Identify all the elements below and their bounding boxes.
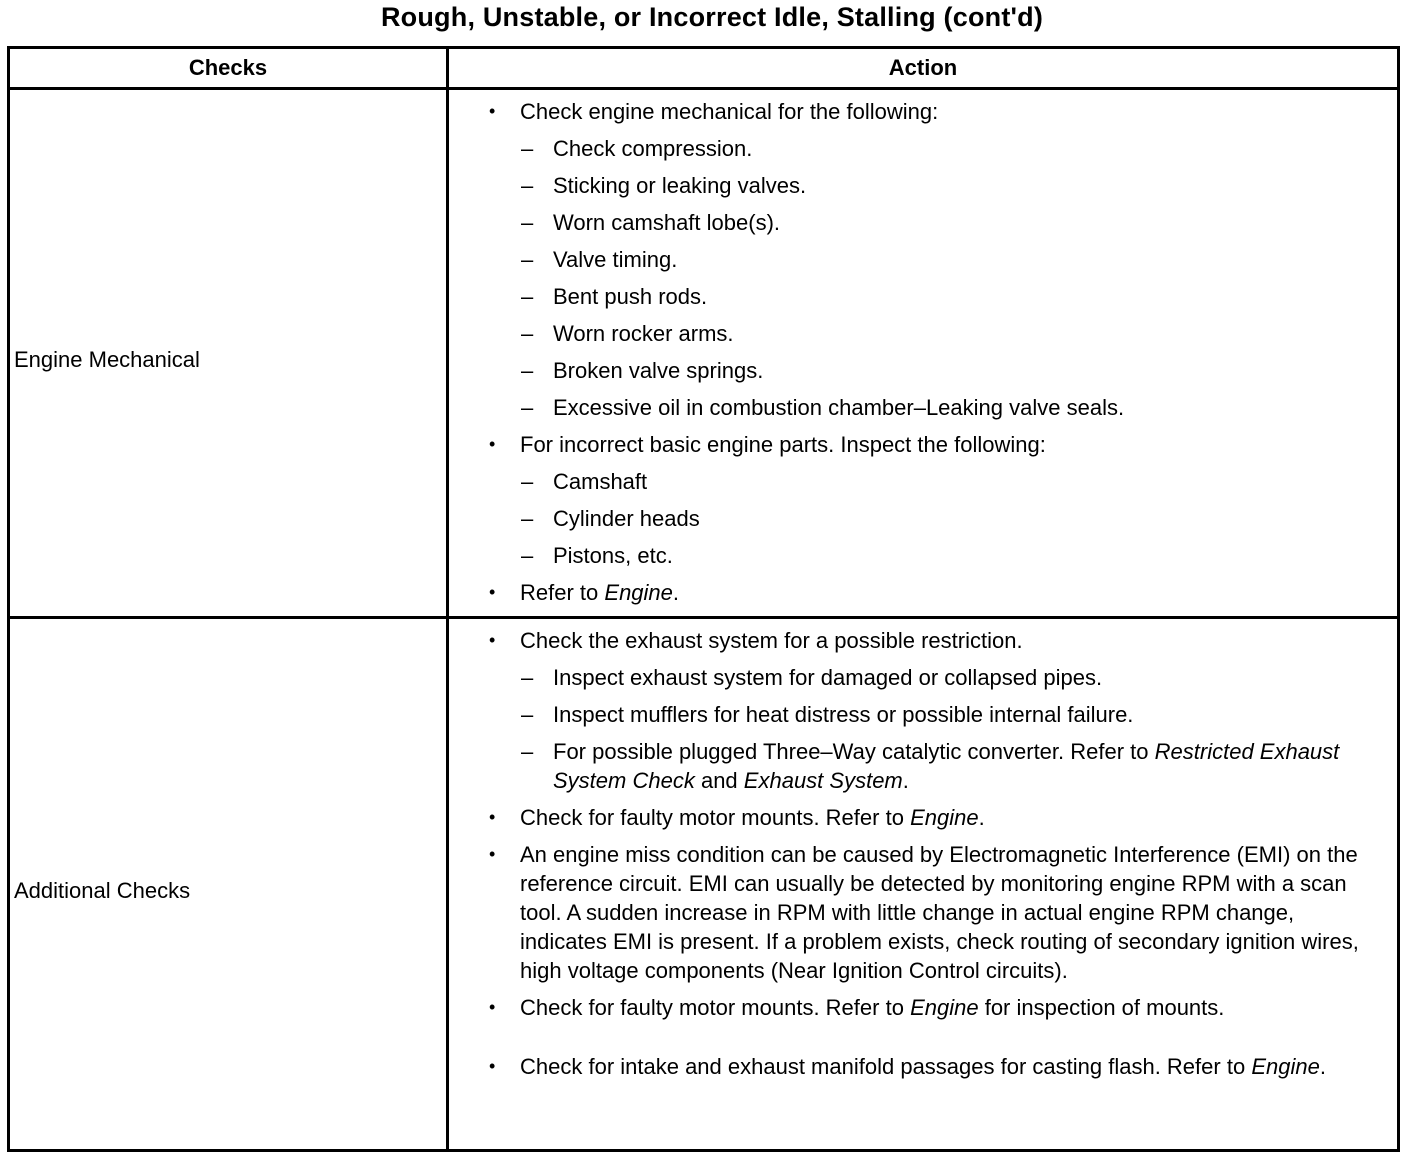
reference-engine: Engine [910, 995, 979, 1020]
text: Check for faulty motor mounts. Refer to [520, 805, 904, 830]
header-divider [10, 87, 1397, 90]
bullet-item [449, 578, 1387, 607]
header-action: Action [888, 55, 958, 80]
text: and [700, 768, 738, 793]
text: Check for intake and exhaust manifold passages for casting flash. Refer to [520, 1054, 1246, 1079]
text: For possible plugged Three–Way catalytic converter. Refer to [553, 739, 1149, 764]
reference-exhaust-system: Exhaust System [743, 768, 903, 793]
sub-item: – Inspect exhaust system for damaged or collapsed pipes. [449, 663, 1387, 692]
row-divider [10, 616, 1397, 619]
bullet-item: • Check the exhaust system for a possible restriction. [449, 626, 1387, 655]
reference-engine: Engine [604, 580, 673, 605]
reference-engine: Engine [910, 805, 979, 830]
text: Check for faulty motor mounts. Refer to [520, 995, 904, 1020]
diagnostic-table [7, 46, 1400, 1152]
sub-item: – Sticking or leaking valves. [449, 171, 1387, 200]
check-engine-mechanical: Engine Mechanical [14, 347, 200, 372]
sub-item: – Check compression. [449, 134, 1387, 163]
sub-item [449, 737, 1387, 795]
reference-restricted-exhaust: Restricted Exhaust System Check [553, 739, 1340, 793]
header-checks: Checks [188, 55, 268, 80]
bullet-item: • An engine miss condition can be caused by Electromagnetic Interference (EMI) on the reference circuit. EMI can usually be detected by monitoring engine RPM with a scan tool. A sudden increase in RPM with little change in actual engine RPM change, indicates EMI is present. If a problem exists, check routing of secondary ignition wires, high voltage components (Near Ignition Control circuits). [449, 840, 1387, 985]
sub-item: – Worn rocker arms. [449, 319, 1387, 348]
sub-item: – Worn camshaft lobe(s). [449, 208, 1387, 237]
sub-item: – Cylinder heads [449, 504, 1387, 533]
reference-engine: Engine [1251, 1054, 1320, 1079]
action-engine-mechanical [449, 97, 1387, 615]
sub-item: – Valve timing. [449, 245, 1387, 274]
text: . [672, 580, 680, 605]
text: . [1319, 1054, 1326, 1079]
bullet-item [449, 993, 1387, 1022]
bullet-item [449, 803, 1387, 832]
text: for inspection of mounts. [984, 995, 1225, 1020]
sub-item: – Excessive oil in combustion chamber–Leaking valve seals. [449, 393, 1387, 422]
sub-item: – Broken valve springs. [449, 356, 1387, 385]
sub-item: – Inspect mufflers for heat distress or possible internal failure. [449, 700, 1387, 729]
text: . [978, 805, 985, 830]
sub-item: – Camshaft [449, 467, 1387, 496]
sub-item: – Pistons, etc. [449, 541, 1387, 570]
text: . [902, 768, 909, 793]
bullet-item [449, 1052, 1387, 1081]
action-additional-checks [449, 626, 1387, 1089]
text: Refer to [520, 580, 599, 605]
bullet-item: • Check engine mechanical for the following: [449, 97, 1387, 126]
bullet-item: • For incorrect basic engine parts. Inspect the following: [449, 430, 1387, 459]
sub-item: – Bent push rods. [449, 282, 1387, 311]
check-additional-checks: Additional Checks [14, 878, 191, 903]
page-title: Rough, Unstable, or Incorrect Idle, Stalling (cont'd) [380, 2, 1044, 32]
